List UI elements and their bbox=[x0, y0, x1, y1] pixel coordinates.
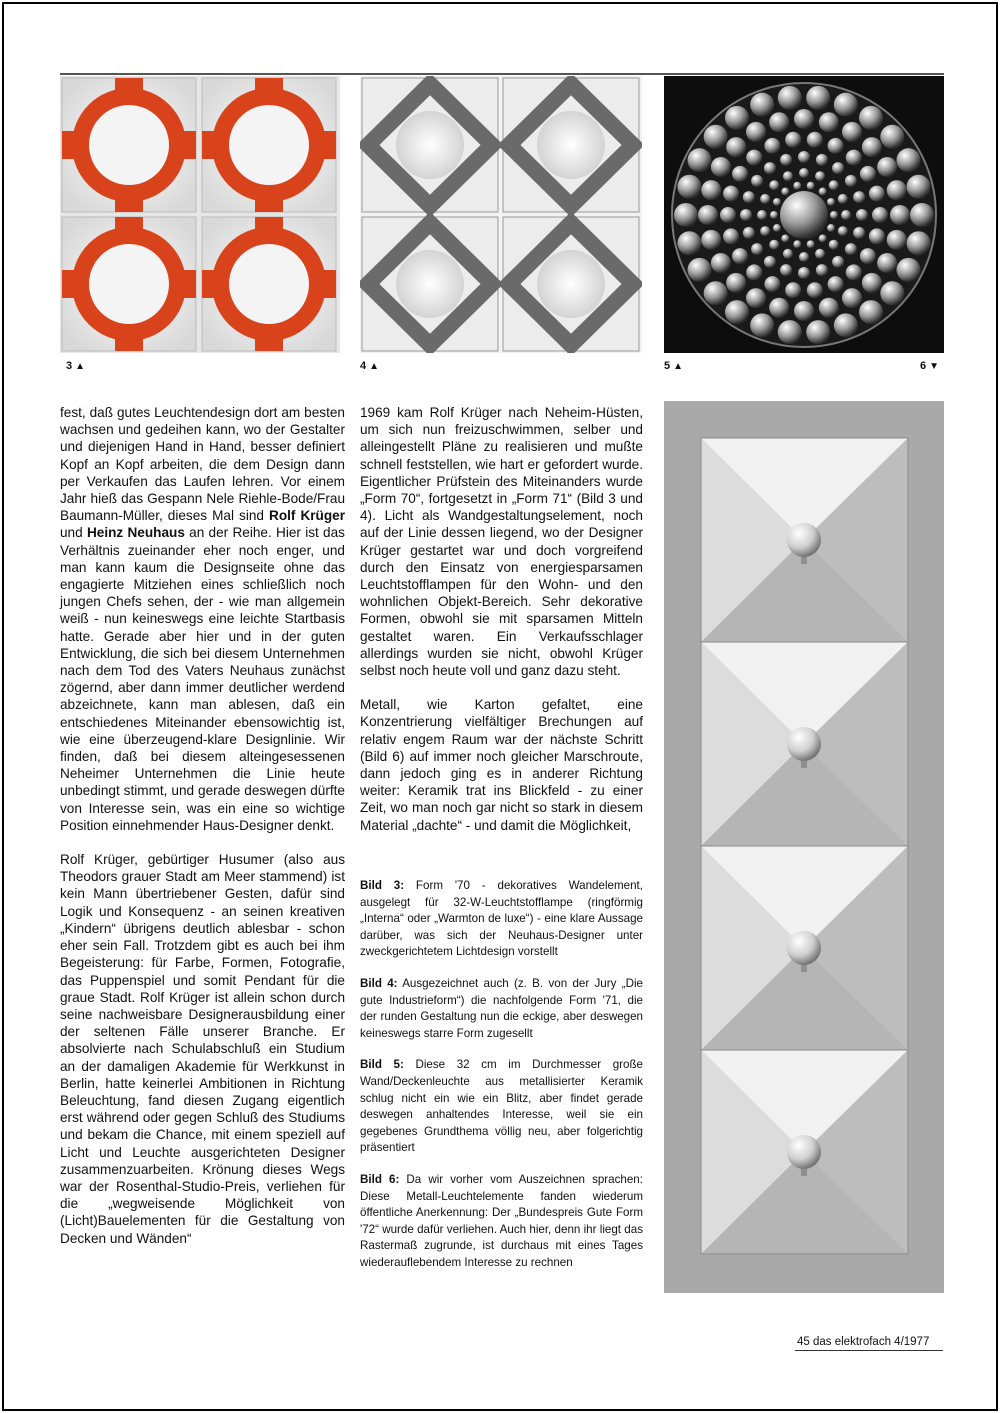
article-paragraph: Metall, wie Karton gefaltet, eine Konzentrierung vielfältiger Brechungen auf relativ engem Raum war der nächste Schritt (Bild 6) auf immer noch gleicher Marschroute, dann jedoch ging es in anderer Richtung weiter: Keramik trat ins Blickfeld - zu einer Zeit, wo man noch gar nicht so stark in diesem Material „dachte“ - und damit die Möglichkeit, bbox=[360, 697, 643, 833]
photo-number-4: 4 ▲ bbox=[360, 360, 379, 372]
lamp-sphere bbox=[764, 162, 776, 174]
lamp-sphere bbox=[862, 137, 882, 157]
lamp-sphere bbox=[896, 258, 920, 282]
lamp-sphere bbox=[773, 224, 781, 232]
lamp-sphere bbox=[862, 273, 882, 293]
lamp-sphere bbox=[799, 252, 809, 262]
caption-bild-3: Bild 3: Form '70 - dekoratives Wandelement, ausgelegt für 32-W-Leuchtstofflampe (ringförmig „Interna“ oder „Warmton de luxe“) - eine klare Aussage darüber, was sich der Neuhaus-Designer unter zweckgerichtetem Lichtdesign vorstellt bbox=[360, 879, 643, 959]
lamp-sphere bbox=[746, 122, 766, 142]
lamp-sphere bbox=[830, 211, 838, 219]
lamp-sphere bbox=[778, 320, 802, 344]
lamp-sphere bbox=[701, 230, 721, 250]
lamp-sphere bbox=[770, 211, 778, 219]
lamp-sphere bbox=[798, 267, 810, 279]
lamp-sphere bbox=[798, 151, 810, 163]
lamp-sphere bbox=[856, 209, 868, 221]
caption-bild-4: Bild 4: Ausgezeichnet auch (z. B. von der Jury „Die gute Industrieform“) die nachfolgende Form '71, die der runden Gestaltung nun die eckige, aber deswegen keineswegs starre Form zugesellt bbox=[360, 976, 643, 1040]
lamp-sphere bbox=[846, 264, 862, 280]
lamp-sphere bbox=[711, 253, 731, 273]
lamp-sphere bbox=[877, 157, 897, 177]
lamp-sphere bbox=[869, 228, 885, 244]
photo-metal-elements bbox=[664, 401, 944, 1293]
ceramic-lamp-image bbox=[664, 76, 944, 353]
lamp-sphere bbox=[816, 154, 828, 166]
lamp-sphere bbox=[732, 166, 748, 182]
lamp-sphere bbox=[807, 282, 823, 298]
lamp-sphere bbox=[725, 300, 749, 324]
lamp-sphere bbox=[688, 148, 712, 172]
lamp-sphere bbox=[842, 122, 862, 142]
photo-captions bbox=[360, 878, 643, 1286]
lamp-sphere bbox=[732, 248, 748, 264]
lamp-sphere bbox=[896, 148, 920, 172]
article-paragraph: 1969 kam Rolf Krüger nach Neheim-Hüsten, um sich nun freizuschwimmen, selber und alleingestellt Pläne zu realisieren und mußte schnell feststellen, wie hart er gefordert wurde. Eigentlicher Prüfstein des Miteinanders wurde „Form 70“, fortgesetzt in „Form 71“ (Bild 3 und 4). Licht als Wandgestaltungselement, noch auf der Linie dessen liegend, wo der Designer Krüger gestartet war und doch vorgreifend durch den Einsatz von energiesparsamen Leuchtstofflampen für den Wohn- und den wohnlichen Objekt-Bereich. Sehr dekorative Formen, obwohl sie mit sparsamen Mitteln gestaltet waren. Ein Verkaufsschlager allerdings wurden sie nicht, obwohl Krüger selbst noch heute voll und ganz dazu steht. bbox=[360, 405, 643, 679]
lamp-sphere bbox=[769, 180, 779, 190]
lamp-sphere bbox=[880, 125, 904, 149]
lamp-sphere bbox=[834, 93, 858, 117]
lamp-sphere bbox=[819, 188, 827, 196]
lamp-sphere bbox=[764, 138, 780, 154]
lamp-sphere bbox=[815, 171, 825, 181]
lamp-sphere bbox=[750, 93, 774, 117]
lamp-sphere bbox=[845, 243, 857, 255]
lamp-sphere bbox=[838, 226, 848, 236]
lamp-sphere bbox=[815, 249, 825, 259]
footer-rule bbox=[795, 1350, 943, 1351]
lamp-sphere bbox=[880, 281, 904, 305]
photo-ceramic-lamp bbox=[664, 76, 944, 353]
lamp-sphere bbox=[751, 243, 763, 255]
lamp-sphere bbox=[711, 157, 731, 177]
lamp-sphere bbox=[910, 203, 934, 227]
lamp-sphere bbox=[890, 205, 910, 225]
lamp-sphere bbox=[806, 86, 830, 110]
lamp-sphere bbox=[674, 203, 698, 227]
lamp-sphere bbox=[842, 288, 862, 308]
lamp-sphere bbox=[769, 240, 779, 250]
lamp-sphere bbox=[816, 264, 828, 276]
lamp-sphere bbox=[845, 175, 857, 187]
photo-form-70 bbox=[60, 76, 340, 353]
lamp-sphere bbox=[781, 234, 789, 242]
lamp-sphere bbox=[877, 253, 897, 273]
lamp-sphere bbox=[832, 162, 844, 174]
lamp-sphere bbox=[750, 313, 774, 337]
lamp-sphere bbox=[757, 210, 767, 220]
lamp-sphere bbox=[769, 112, 789, 132]
lamp-sphere bbox=[723, 228, 739, 244]
lamp-sphere bbox=[764, 276, 780, 292]
lamp-sphere bbox=[769, 298, 789, 318]
lamp-sphere bbox=[806, 320, 830, 344]
lamp-sphere bbox=[860, 248, 876, 264]
lamp-sphere bbox=[760, 226, 770, 236]
lamp-sphere bbox=[704, 125, 728, 149]
photo-number-3: 3 ▲ bbox=[66, 360, 85, 372]
page-footer: 45 das elektrofach 4/1977 bbox=[797, 1336, 930, 1348]
lamp-sphere bbox=[794, 109, 814, 129]
lamp-sphere bbox=[834, 313, 858, 337]
lamp-sphere bbox=[760, 194, 770, 204]
lamp-sphere bbox=[704, 281, 728, 305]
lamp-sphere bbox=[828, 138, 844, 154]
article-paragraph: fest, daß gutes Leuchtendesign dort am besten wachsen und gedeihen kann, wo der Gestalter und diejenigen Hand in Hand, besser definiert Kopf an Kopf arbeiten, die dem Design dann per Verkaufen das Laufen lehren. Vor einem Jahr hieß das Gespann Nele Riehle-Bode/Frau Baumann-Müller, dieses Mal sind Rolf Krüger und Heinz Neuhaus an der Reihe. Hier ist das Verhältnis zueinander eher noch enger, und man kann kaum die Designseite ohne das engagierte Mitziehen eines schließlich noch jungen Chefs sehen, der - wie man allgemein weiß - nun keineswegs eine leichte Startbasis hatte. Gerade aber hier und in der guten Entwicklung, die sich bei diesem Unternehmen nach dem Tod des Vaters Neuhaus zunächst zögernd, aber dann immer deutlicher werdend abzeichnete, kann man ablesen, daß ein entschiedenes Miteinander ebensowichtig ist, wie eine überzeugend-klare Designlinie. Wir finden, daß bei diesem alteingesessenen Neheimer Unternehmen die Linie heute unbedingt stimmt, und gerade deswegen dürfte von Interesse sein, was ein eine so wichtige Position einnehmender Haus-Designer denkt. bbox=[60, 405, 346, 833]
lamp-sphere bbox=[688, 258, 712, 282]
article-column-2 bbox=[360, 404, 643, 851]
metal-elements-image bbox=[664, 401, 944, 1293]
lamp-sphere bbox=[819, 298, 839, 318]
lamp-sphere bbox=[793, 182, 801, 190]
lamp-sphere bbox=[780, 264, 792, 276]
lamp-sphere bbox=[853, 227, 865, 239]
lamp-sphere bbox=[743, 227, 755, 239]
lamp-sphere bbox=[720, 207, 736, 223]
article-paragraph: Rolf Krüger, gebürtiger Husumer (also aus Theodors grauer Stadt am Meer stammend) ist kein Mann übertriebener Gesten, dafür sind Logik und Konsequenz - an seinen kreativen „Kindern“ übrigens deutlich ablesbar - schon eher sein Fall. Trotzdem gibt es auch bei ihm Begeisterung: für Farbe, Formen, Fotografie, das Puppenspiel und somit Pendant für die graue Stadt. Rolf Krüger ist allein schon durch seine nachweisbare Designerausbildung einer der seltenen Fälle unserer Branche. Er absolvierte nach Schulabschluß ein Studium an der damaligen Akademie für Werkkunst in Berlin, hatte keinerlei Ambitionen in Richtung Beleuchtung, fand diesen Zugang eigentlich erst während oder gegen Schluß des Studiums und bekam die Chance, mit einem speziell auf Licht und Leuchte ausgerichteten Designer zusammenzuarbeiten. Krönung dieses Wegs war der Rosenthal-Studio-Preis, verliehen für die „wegweisende Möglichkeit von (Licht)Bauelementen für die Gestaltung von Decken und Wänden“ bbox=[60, 852, 345, 1246]
lamp-sphere bbox=[841, 210, 851, 220]
lamp-sphere bbox=[698, 205, 718, 225]
lamp-sphere bbox=[829, 240, 839, 250]
lamp-sphere bbox=[799, 168, 809, 178]
top-rule bbox=[60, 73, 944, 75]
caption-bild-5: Bild 5: Diese 32 cm im Durchmesser große Wand/Deckenleuchte aus metallisierter Keramik schlug nicht ein wie ein Blitz, aber findet gerade deswegen anhaltendes Interesse, weil sie ein gegebenes Grundthema völlig neu, aber folgerichtig präsentiert bbox=[360, 1058, 643, 1155]
caption-bild-6: Bild 6: Da wir vorher vom Auszeichnen sprachen: Diese Metall-Leuchtelemente fanden wiederum öffentliche Anerkennung: Der „Bundespreis Gute Form '72“ wurde dafür verliehen. Auch hier, denn ihr liegt das Rastermaß zugrunde, ist durchaus mit eines Tages wiederauflebendem Interesse zu rechnen bbox=[360, 1172, 643, 1269]
lamp-sphere bbox=[773, 198, 781, 206]
lamp-sphere bbox=[827, 198, 835, 206]
lamp-sphere bbox=[725, 106, 749, 130]
lamp-sphere bbox=[677, 231, 701, 255]
lamp-sphere bbox=[746, 288, 766, 308]
lamp-sphere bbox=[887, 180, 907, 200]
lamp-sphere bbox=[794, 301, 814, 321]
lamp-sphere bbox=[887, 230, 907, 250]
lamp-sphere bbox=[807, 132, 823, 148]
lamp-sphere bbox=[832, 256, 844, 268]
lamp-sphere bbox=[783, 171, 793, 181]
lamp-sphere bbox=[781, 188, 789, 196]
lamp-sphere bbox=[783, 249, 793, 259]
lamp-sphere bbox=[723, 186, 739, 202]
name-rolf-krueger: Rolf Krüger bbox=[269, 508, 346, 524]
lamp-sphere bbox=[819, 234, 827, 242]
lamp-sphere bbox=[869, 186, 885, 202]
lamp-sphere bbox=[838, 194, 848, 204]
lamp-sphere bbox=[872, 207, 888, 223]
photo-number-6: 6 ▼ bbox=[920, 360, 939, 372]
form-71-image bbox=[360, 76, 642, 353]
lamp-sphere bbox=[751, 175, 763, 187]
lamp-sphere bbox=[764, 256, 776, 268]
lamp-sphere bbox=[907, 231, 931, 255]
lamp-sphere bbox=[819, 112, 839, 132]
lamp-sphere bbox=[785, 282, 801, 298]
lamp-sphere bbox=[853, 191, 865, 203]
lamp-sphere bbox=[746, 150, 762, 166]
lamp-sphere bbox=[740, 209, 752, 221]
lamp-sphere bbox=[746, 264, 762, 280]
lamp-sphere bbox=[829, 180, 839, 190]
lamp-sphere bbox=[860, 166, 876, 182]
name-heinz-neuhaus: Heinz Neuhaus bbox=[86, 525, 185, 541]
lamp-sphere bbox=[780, 154, 792, 166]
lamp-sphere bbox=[827, 224, 835, 232]
lamp-sphere bbox=[778, 86, 802, 110]
lamp-sphere bbox=[828, 276, 844, 292]
lamp-sphere bbox=[701, 180, 721, 200]
lamp-sphere bbox=[793, 240, 801, 248]
lamp-sphere bbox=[677, 175, 701, 199]
lamp-sphere bbox=[785, 132, 801, 148]
lamp-sphere bbox=[907, 175, 931, 199]
lamp-sphere bbox=[859, 106, 883, 130]
article-column-1 bbox=[60, 404, 345, 1264]
lamp-sphere bbox=[726, 273, 746, 293]
lamp-sphere bbox=[807, 240, 815, 248]
lamp-sphere bbox=[846, 150, 862, 166]
form-70-image bbox=[60, 76, 340, 353]
photo-form-71 bbox=[360, 76, 642, 353]
lamp-sphere bbox=[743, 191, 755, 203]
lamp-sphere bbox=[807, 182, 815, 190]
lamp-sphere bbox=[726, 137, 746, 157]
lamp-sphere bbox=[859, 300, 883, 324]
photo-number-5: 5 ▲ bbox=[664, 360, 683, 372]
